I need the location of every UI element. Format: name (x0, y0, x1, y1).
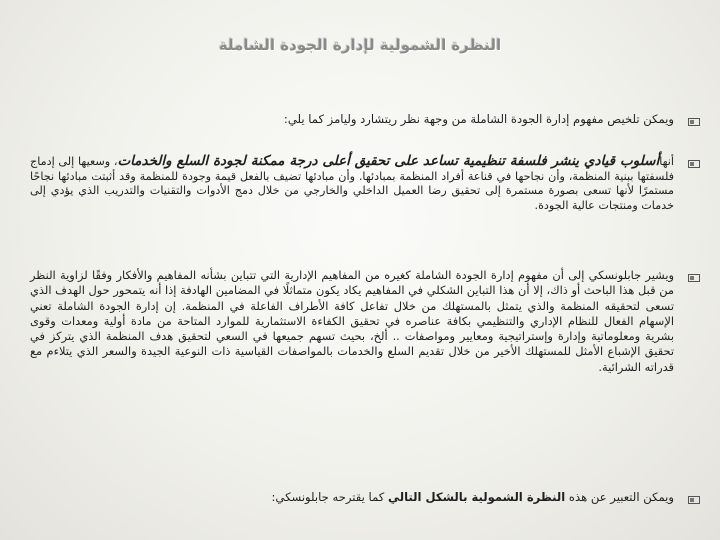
bullet-text-1: ويمكن تلخيص مفهوم إدارة الجودة الشاملة من وجهة نظر ريتشارد وليامز كما يلي: (283, 112, 674, 126)
bullet-item-1 (30, 112, 700, 127)
square-bullet-icon (688, 118, 700, 126)
bullet-text-4 (30, 490, 674, 505)
bullet-item-4 (30, 490, 700, 505)
bullet-2-heading: أسلوب قيادي ينشر فلسفة تنظيمية تساعد على تحقيق أعلى درجة ممكنة لجودة السلع والخدمات (117, 153, 660, 169)
square-bullet-icon (688, 274, 700, 282)
bullet-text-2 (30, 154, 674, 213)
square-bullet-icon (688, 496, 700, 504)
bullet-item-2 (30, 154, 700, 213)
bullet-2-lead: أنها (659, 155, 674, 168)
bullet-4-before: ويمكن التعبير عن هذه (565, 490, 674, 504)
bullet-4-emphasis: النظرة الشمولية بالشكل التالي (387, 490, 566, 504)
square-bullet-icon (688, 160, 700, 168)
bullet-item-3 (30, 268, 700, 375)
bullet-text-3: ويشير جابلونسكي إلى أن مفهوم إدارة الجودة الشاملة كغيره من المفاهيم الإدارية التي تتباين بشأنه المفاهيم والأفكار وفقًا لزاوية النظر من قبل هذا الباحث أو ذاك، إلا أن هذا التباين الشكلي في المفاهيم يكاد يكون متماثلًا في المضامين الهادفة إذا أنه يتمحور حول الهدف الذي تسعى لتحقيقه المنظمة والذي يتمثل بالمستهلك من خلال تفاعل كافة الأطراف الفاعلة في المنظمة. إن إدارة الجودة الشاملة تعني الإسهام الفعال للنظام الإداري والتنظيمي بكافة عناصره في تحقيق الكفاءة الاستثمارية للموارد المتاحة من مادة أولية ومعدات وقوى بشرية ومعلوماتية وإدارة وإستراتيجية ومعايير ومواصفات .. ألخ، بحيث تسهم جميعها في السعي لتحقيق هدف المنظمة الذي يتركز في تحقيق الإشباع الأمثل للمستهلك الأخير من خلال تقديم السلع والخدمات بالمواصفات القياسية ذات النوعية الجيدة والسعر الذي يتلاءم مع قدراته الشرائية. (30, 268, 674, 374)
bullet-2-body: ، وسعيها إلى إدماج فلسفتها ببنية المنظمة، وأن نجاحها في قناعة أفراد المنظمة بمبادئها. وأن مبادئها تضيف بالفعل قيمة وجودة للمنظمة وقد أثبتت مبادئها نجاحًا مستمرًا لأنها تسعى بصورة مستمرة إلى تحقيق رضا العميل الداخلي والخارجي من خلال دمج الأدوات والتقنيات والتدريب الذي يؤدي إلى خدمات ومنتجات عالية الجودة. (30, 155, 674, 212)
slide-title: النظرة الشمولية لإدارة الجودة الشاملة (218, 36, 502, 54)
bullet-4-after: كما يقترحه جابلونسكي: (271, 490, 388, 504)
